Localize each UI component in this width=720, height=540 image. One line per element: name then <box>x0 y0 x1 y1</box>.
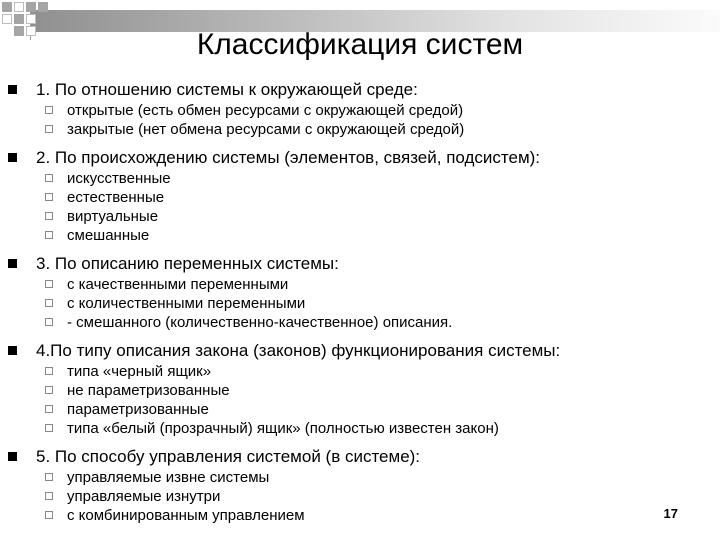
decor-square-white <box>26 14 36 24</box>
square-bullet-icon <box>8 85 17 94</box>
list-item-text: управляемые извне системы <box>67 469 270 486</box>
list-item <box>0 506 720 525</box>
hollow-square-bullet-icon <box>45 193 53 201</box>
list-item-text: типа «черный ящик» <box>67 363 212 380</box>
list-item <box>0 294 720 313</box>
hollow-square-bullet-icon <box>45 106 53 114</box>
list-item <box>0 381 720 400</box>
list-item-text: управляемые изнутри <box>67 488 221 505</box>
hollow-square-bullet-icon <box>45 492 53 500</box>
list-item-text: открытые (есть обмен ресурсами с окружающей средой) <box>67 102 464 119</box>
section-heading <box>0 146 720 169</box>
list-item <box>0 207 720 226</box>
hollow-square-bullet-icon <box>45 405 53 413</box>
list-item-text: не параметризованные <box>67 382 230 399</box>
square-bullet-icon <box>8 259 17 268</box>
page-number: 17 <box>663 506 678 521</box>
decor-square-white <box>14 2 24 12</box>
hollow-square-bullet-icon <box>45 299 53 307</box>
slide-title: Классификация систем <box>196 28 524 61</box>
list-item-text: закрытые (нет обмена ресурсами с окружающей средой) <box>67 121 465 138</box>
list-item <box>0 313 720 332</box>
list-item-text: параметризованные <box>67 401 209 418</box>
decor-square-gray <box>38 2 48 12</box>
list-item <box>0 487 720 506</box>
hollow-square-bullet-icon <box>45 318 53 326</box>
list-item <box>0 188 720 207</box>
list-item-text: с количественными переменными <box>67 295 306 312</box>
list-item <box>0 226 720 245</box>
section-heading-text: 5. По способу управления системой (в системе): <box>36 447 421 466</box>
section-1 <box>0 78 720 139</box>
hollow-square-bullet-icon <box>45 280 53 288</box>
list-item-text: типа «белый (прозрачный) ящик» (полностью известен закон) <box>67 420 499 437</box>
section-3 <box>0 252 720 332</box>
list-item <box>0 275 720 294</box>
section-heading-text: 4.По типу описания закона (законов) функционирования системы: <box>36 341 561 360</box>
list-item-text: виртуальные <box>67 208 159 225</box>
hollow-square-bullet-icon <box>45 386 53 394</box>
hollow-square-bullet-icon <box>45 511 53 519</box>
list-item <box>0 169 720 188</box>
hollow-square-bullet-icon <box>45 367 53 375</box>
square-bullet-icon <box>8 452 17 461</box>
hollow-square-bullet-icon <box>45 231 53 239</box>
list-item <box>0 419 720 438</box>
section-heading-text: 3. По описанию переменных системы: <box>36 254 339 273</box>
hollow-square-bullet-icon <box>45 125 53 133</box>
list-item-text: искусственные <box>67 170 171 187</box>
section-heading <box>0 445 720 468</box>
section-heading-text: 2. По происхождению системы (элементов, связей, подсистем): <box>36 148 541 167</box>
square-bullet-icon <box>8 153 17 162</box>
list-item-text: с качественными переменными <box>67 276 289 293</box>
classification-list <box>0 78 720 525</box>
hollow-square-bullet-icon <box>45 424 53 432</box>
section-5 <box>0 445 720 525</box>
decor-square-white <box>2 14 12 24</box>
section-heading <box>0 339 720 362</box>
section-heading <box>0 252 720 275</box>
decor-square-gray <box>26 2 36 12</box>
list-item-text: с комбинированным управлением <box>67 507 305 524</box>
list-item <box>0 101 720 120</box>
list-item <box>0 362 720 381</box>
list-item-text: - смешанного (количественно-качественное) описания. <box>67 314 453 331</box>
hollow-square-bullet-icon <box>45 473 53 481</box>
square-bullet-icon <box>8 346 17 355</box>
decor-square-gray <box>2 2 12 12</box>
decor-square-gray <box>14 14 24 24</box>
hollow-square-bullet-icon <box>45 174 53 182</box>
section-2 <box>0 146 720 245</box>
list-item <box>0 400 720 419</box>
section-heading-text: 1. По отношению системы к окружающей среде: <box>36 80 418 99</box>
section-heading <box>0 78 720 101</box>
list-item-text: смешанные <box>67 227 150 244</box>
section-4 <box>0 339 720 438</box>
hollow-square-bullet-icon <box>45 212 53 220</box>
list-item <box>0 468 720 487</box>
list-item <box>0 120 720 139</box>
list-item-text: естественные <box>67 189 165 206</box>
